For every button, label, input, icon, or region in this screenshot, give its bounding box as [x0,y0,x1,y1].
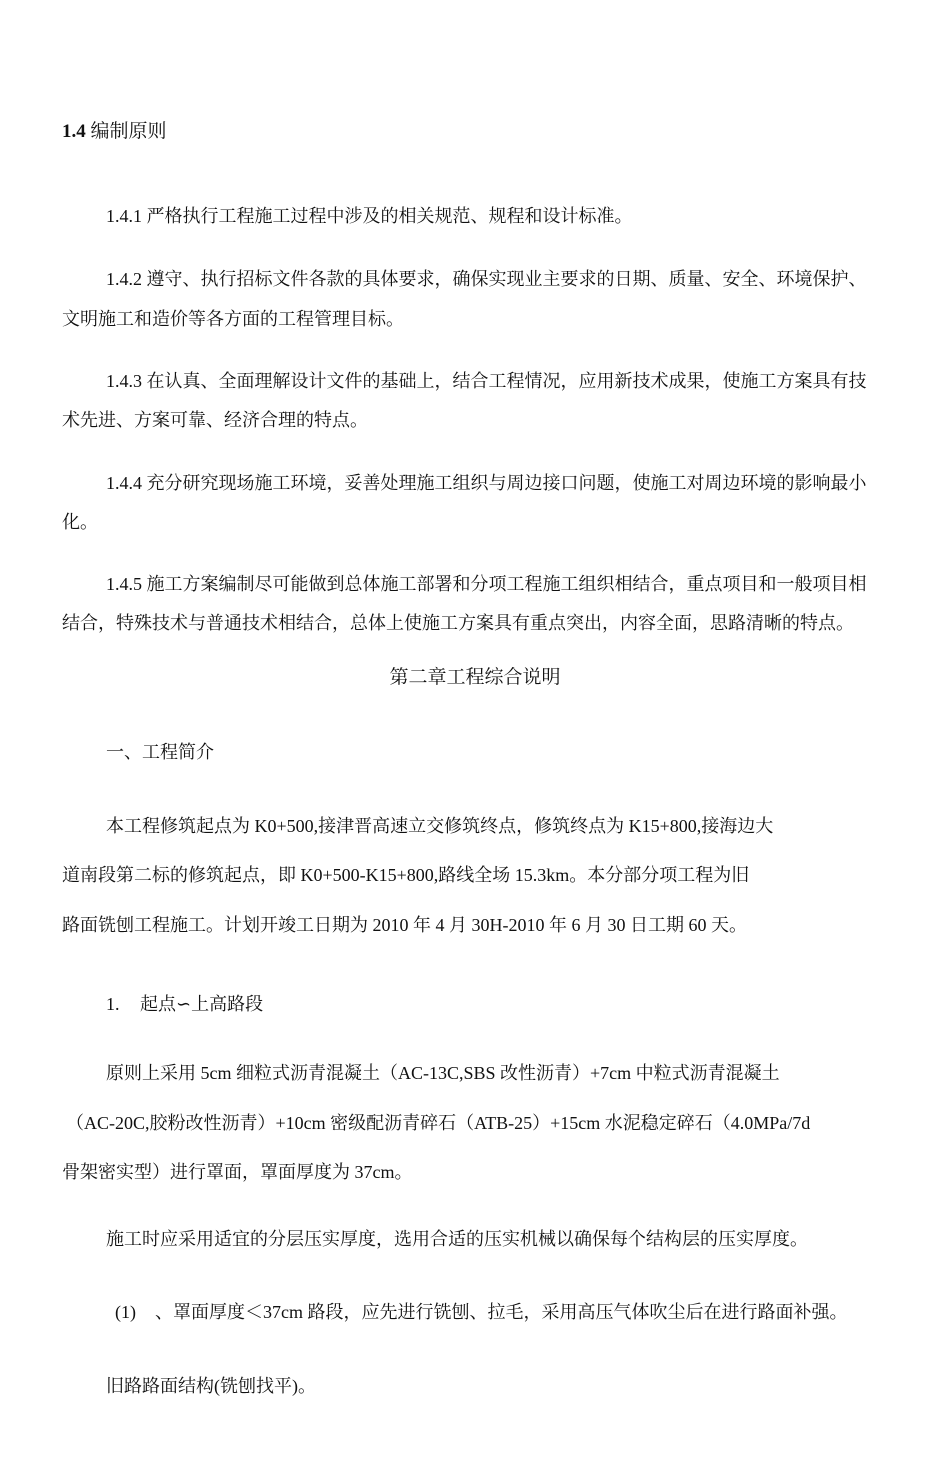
construction-note: 施工时应采用适宜的分层压实厚度，选用合适的压实机械以确保每个结构层的压实厚度。 [106,1229,808,1249]
principle-5-line-1: 1.4.5 施工方案编制尽可能做到总体施工部署和分项工程施工组织相结合，重点项目和一般项目相 [106,574,867,594]
principle-3-line-1: 1.4.3 在认真、全面理解设计文件的基础上，结合工程情况，应用新技术成果，使施工方案具有技 [106,371,867,391]
section-title: 编制原则 [90,121,167,142]
subsection-title: 一、工程简介 [106,742,214,762]
old-road-structure: 旧路路面结构(铣刨找平)。 [106,1376,316,1396]
sub-item-1-number: (1) [115,1302,136,1322]
principle-3-line-2: 术先进、方案可靠、经济合理的特点。 [62,410,368,430]
chapter-title: 第二章工程综合说明 [389,667,561,688]
section-number: 1.4 [62,121,86,142]
principle-1-line-1: 1.4.1 严格执行工程施工过程中涉及的相关规范、规程和设计标准。 [106,206,633,226]
principle-line-3: 骨架密实型）进行罩面，罩面厚度为 37cm。 [62,1162,413,1182]
sub-item-1-text: 、罩面厚度＜37cm 路段，应先进行铣刨、拉毛，采用高压气体吹尘后在进行路面补强。 [155,1302,848,1322]
principle-line-2: （AC-20C,胶粉改性沥青）+10cm 密级配沥青碎石（ATB-25）+15cm 水泥稳定碎石（4.0MPa/7d [66,1113,811,1133]
principle-line-1: 原则上采用 5cm 细粒式沥青混凝土（AC-13C,SBS 改性沥青）+7cm 中粒式沥青混凝土 [106,1063,780,1083]
intro-line-2: 道南段第二标的修筑起点，即 K0+500-K15+800,路线全场 15.3km。本分部分项工程为旧 [62,865,750,885]
principle-2-line-2: 文明施工和造价等各方面的工程管理目标。 [62,309,404,329]
principle-2-line-1: 1.4.2 遵守、执行招标文件各款的具体要求，确保实现业主要求的日期、质量、安全、环境保护、 [106,269,867,289]
section-heading [62,120,167,144]
item-1-number: 1. [106,994,120,1014]
item-1-title: 起点∽上高路段 [140,994,264,1014]
intro-line-1: 本工程修筑起点为 K0+500,接津晋高速立交修筑终点，修筑终点为 K15+800,接海边大 [106,816,774,836]
principle-4-line-1: 1.4.4 充分研究现场施工环境，妥善处理施工组织与周边接口问题，使施工对周边环境的影响最小 [106,473,867,493]
intro-line-3: 路面铣刨工程施工。计划开竣工日期为 2010 年 4 月 30H-2010 年 6 月 30 日工期 60 天。 [62,915,747,935]
principle-4-line-2: 化。 [62,512,98,532]
item-1 [106,992,263,1016]
principle-5-line-2: 结合，特殊技术与普通技术相结合，总体上使施工方案具有重点突出，内容全面，思路清晰的特点。 [62,613,854,633]
sub-item-1 [115,1300,848,1324]
